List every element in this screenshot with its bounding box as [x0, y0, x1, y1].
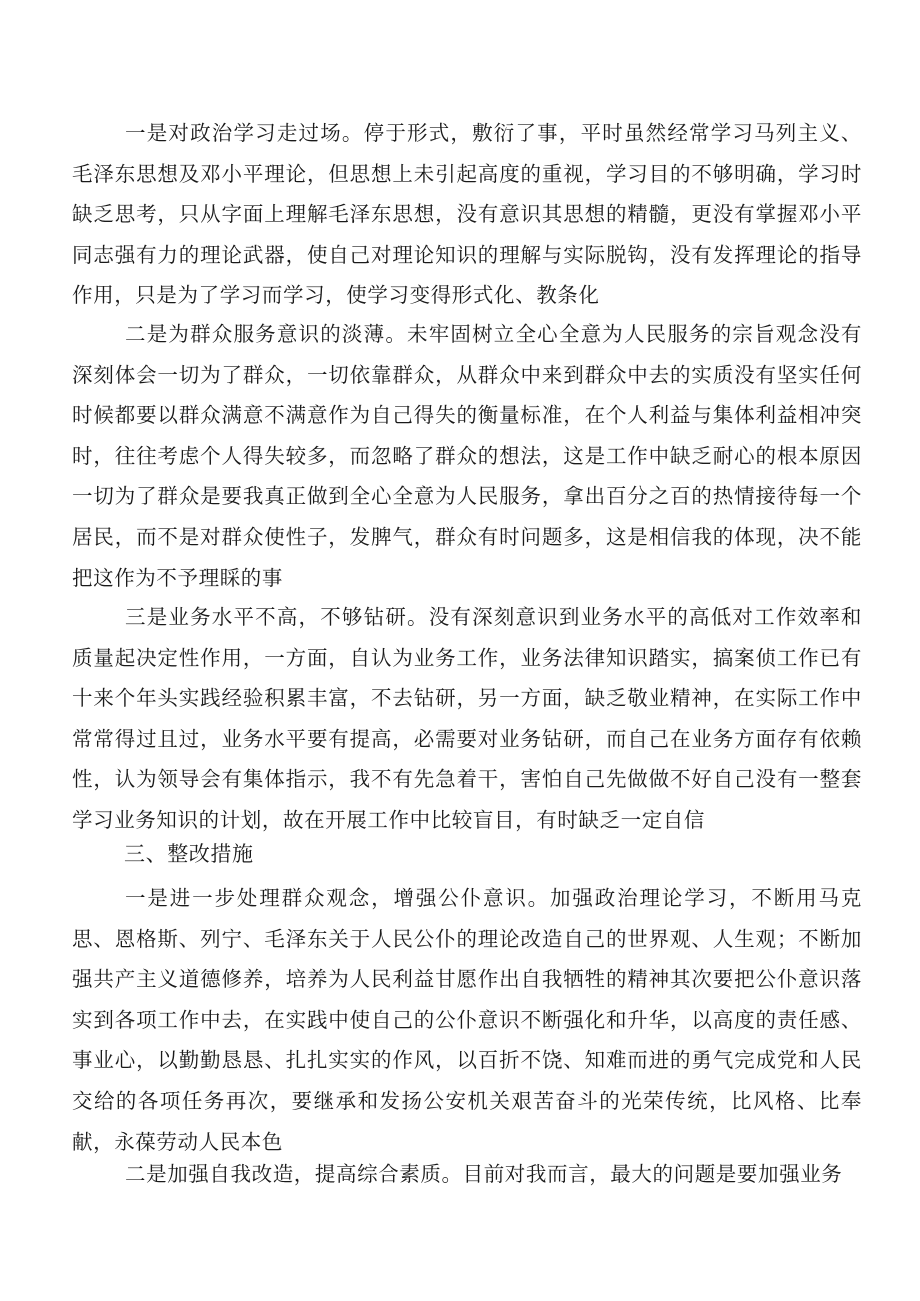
paragraph-measure-one: 一是进一步处理群众观念，增强公仆意识。加强政治理论学习，不断用马克思、恩格斯、列宁、毛泽东关于人民公仆的理论改造自己的世界观、人生观；不断加强共产主义道德修养，培养为人民利益甘愿作出自我牺牲的精神其次要把公仆意识落实到各项工作中去，在实践中使自己的公仆意识不断强化和升华，以高度的责任感、事业心，以勤勤恳恳、扎扎实实的作风，以百折不饶、知难而进的勇气完成党和人民交给的各项任务再次，要继承和发扬公安机关艰苦奋斗的光荣传统，比风格、比奉献，永葆劳动人民本色: [72, 886, 862, 1154]
section-heading-rectification: 三、整改措施: [124, 842, 254, 866]
paragraph-business-level: 三是业务水平不高，不够钻研。没有深刻意识到业务水平的高低对工作效率和质量起决定性作用，一方面，自认为业务工作，业务法律知识踏实，搞案侦工作已有十来个年头实践经验积累丰富，不去钻研，另一方面，缺乏敬业精神，在实际工作中常常得过且过，业务水平要有提高，必需要对业务钻研，而自己在业务方面存有依赖性，认为领导会有集体指示，我不有先急着干，害怕自己先做做不好自己没有一整套学习业务知识的计划，故在开展工作中比较盲目，有时缺乏一定自信: [72, 605, 862, 832]
paragraph-service-awareness: 二是为群众服务意识的淡薄。未牢固树立全心全意为人民服务的宗旨观念没有深刻体会一切为了群众，一切依靠群众，从群众中来到群众中去的实质没有坚实任何时候都要以群众满意不满意作为自己得失的衡量标准，在个人利益与集体利益相冲突时，往往考虑个人得失较多，而忽略了群众的想法，这是工作中缺乏耐心的根本原因一切为了群众是要我真正做到全心全意为人民服务，拿出百分之百的热情接待每一个居民，而不是对群众使性子，发脾气，群众有时问题多，这是相信我的体现，决不能把这作为不予理睬的事: [72, 322, 862, 590]
paragraph-measure-two: 二是加强自我改造，提高综合素质。目前对我而言，最大的问题是要加强业务: [125, 1162, 843, 1186]
paragraph-political-study: 一是对政治学习走过场。停于形式，敷衍了事，平时虽然经常学习马列主义、毛泽东思想及邓小平理论，但思想上未引起高度的重视，学习目的不够明确，学习时缺乏思考，只从字面上理解毛泽东思想，没有意识其思想的精髓，更没有掌握邓小平同志强有力的理论武器，使自己对理论知识的理解与实际脱钩，没有发挥理论的指导作用，只是为了学习而学习，使学习变得形式化、教条化: [72, 121, 862, 308]
